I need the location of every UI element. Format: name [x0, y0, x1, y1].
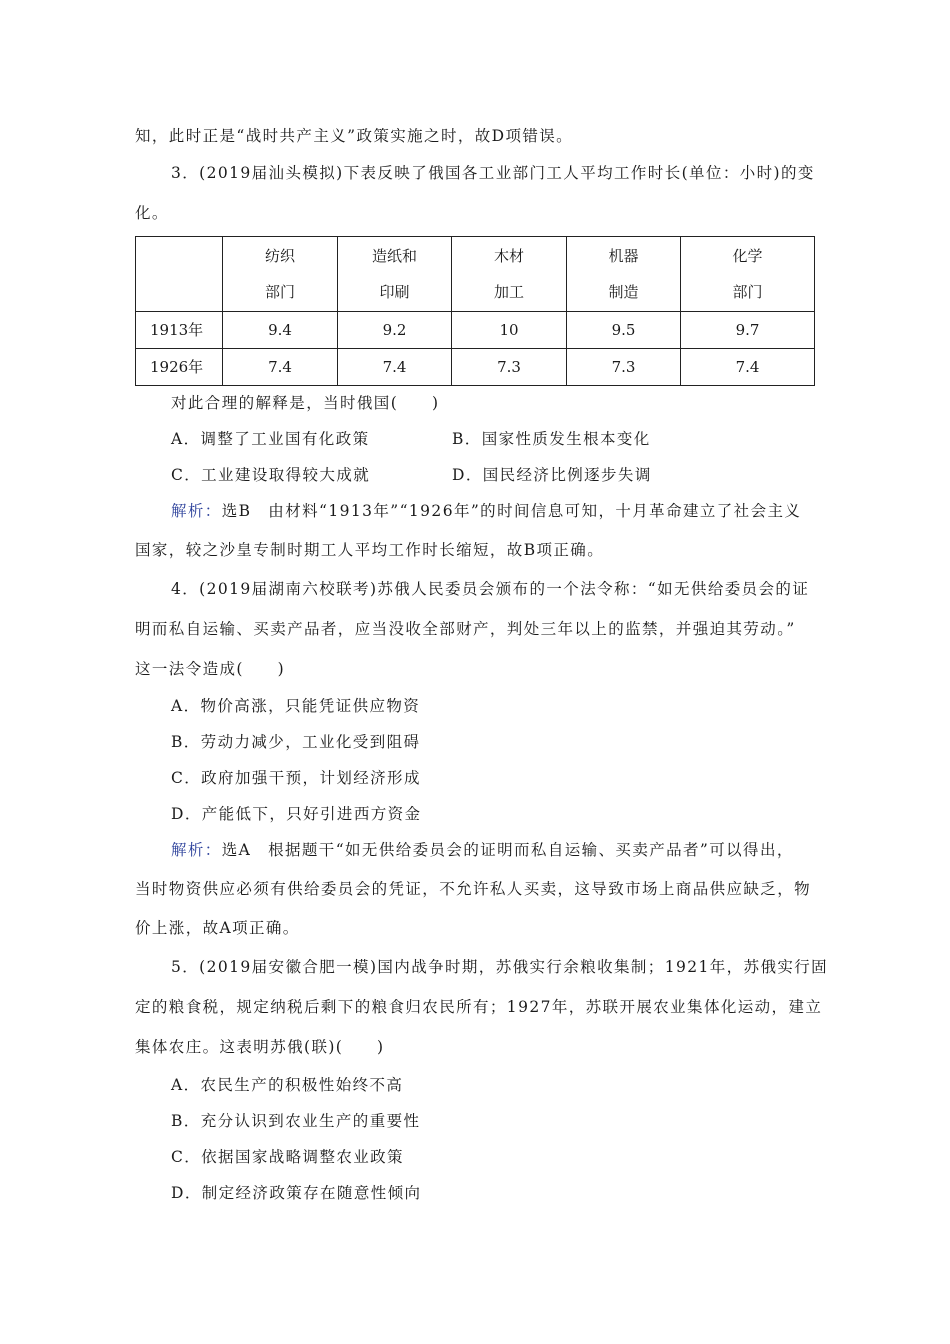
- question-3-option-d: D．国民经济比例逐步失调: [452, 466, 652, 484]
- question-5-option-b: B．充分认识到农业生产的重要性: [171, 1112, 421, 1130]
- question-3-option-a: A．调整了工业国有化政策: [171, 430, 370, 448]
- table-cell: 7.3: [452, 349, 567, 386]
- question-5-stem-line1: 5．(2019届安徽合肥一模)国内战争时期，苏俄实行余粮收集制；1921年，苏俄实行固: [171, 958, 829, 976]
- table-header-cell: 木材 加工: [452, 237, 567, 312]
- table-cell: 7.4: [681, 349, 815, 386]
- question-4-option-a: A．物价高涨，只能凭证供应物资: [171, 697, 421, 715]
- work-hours-table: [135, 236, 815, 386]
- table-cell: 9.7: [681, 312, 815, 349]
- analysis-label: 解析：: [171, 841, 222, 859]
- table-header-cell: 纺织 部门: [223, 237, 338, 312]
- table-corner-cell: [136, 237, 223, 312]
- table-header-cell: 机器 制造: [567, 237, 681, 312]
- question-4-option-d: D．产能低下，只好引进西方资金: [171, 805, 422, 823]
- question-3-stem-line2: 化。: [135, 204, 169, 222]
- table-row-label: 1926年: [136, 349, 223, 386]
- question-5-stem-line2: 定的粮食税，规定纳税后剩下的粮食归农民所有；1927年，苏联开展农业集体化运动，建立: [135, 998, 823, 1016]
- question-5-option-a: A．农民生产的积极性始终不高: [171, 1076, 404, 1094]
- table-cell: 9.5: [567, 312, 681, 349]
- question-5-stem-line3: 集体农庄。这表明苏俄(联)( ): [135, 1038, 385, 1056]
- table-cell: 9.2: [338, 312, 452, 349]
- answer-4-line2: 当时物资供应必须有供给委员会的凭证，不允许私人买卖，这导致市场上商品供应缺乏，物: [135, 880, 812, 898]
- answer-4-line3: 价上涨，故A项正确。: [135, 919, 300, 937]
- table-cell: 9.4: [223, 312, 338, 349]
- table-cell: 7.4: [338, 349, 452, 386]
- question-5-option-d: D．制定经济政策存在随意性倾向: [171, 1184, 422, 1202]
- question-5-option-c: C．依据国家战略调整农业政策: [171, 1148, 404, 1166]
- question-3-option-c: C．工业建设取得较大成就: [171, 466, 371, 484]
- table-header-row: [136, 237, 815, 312]
- question-3-option-b: B．国家性质发生根本变化: [452, 430, 651, 448]
- table-row-label: 1913年: [136, 312, 223, 349]
- analysis-label: 解析：: [171, 502, 222, 520]
- table-cell: 7.4: [223, 349, 338, 386]
- answer-4-line1: 解析：选A 根据题干“如无供给委员会的证明而私自运输、买卖产品者”可以得出，: [171, 841, 794, 859]
- question-4-stem-line1: 4．(2019届湖南六校联考)苏俄人民委员会颁布的一个法令称：“如无供给委员会的证: [171, 580, 810, 598]
- question-3-prompt: 对此合理的解释是，当时俄国( ): [171, 394, 440, 412]
- question-4-stem-line3: 这一法令造成( ): [135, 660, 286, 678]
- question-4-stem-line2: 明而私自运输、买卖产品者，应当没收全部财产，判处三年以上的监禁，并强迫其劳动。”: [135, 620, 796, 638]
- question-3-stem-line1: 3．(2019届汕头模拟)下表反映了俄国各工业部门工人平均工作时长(单位：小时)的变: [171, 164, 815, 182]
- table-row: [136, 349, 815, 386]
- table-cell: 10: [452, 312, 567, 349]
- table-header-cell: 化学 部门: [681, 237, 815, 312]
- answer-3-line2: 国家，较之沙皇专制时期工人平均工作时长缩短，故B项正确。: [135, 541, 605, 559]
- text-line: 知，此时正是“战时共产主义”政策实施之时，故D项错误。: [135, 127, 574, 145]
- question-4-option-b: B．劳动力减少，工业化受到阻碍: [171, 733, 421, 751]
- table-cell: 7.3: [567, 349, 681, 386]
- answer-3-line1: 解析：选B 由材料“1913年”“1926年”的时间信息可知，十月革命建立了社会主义: [171, 502, 802, 520]
- question-4-option-c: C．政府加强干预，计划经济形成: [171, 769, 421, 787]
- table-row: [136, 312, 815, 349]
- table-header-cell: 造纸和 印刷: [338, 237, 452, 312]
